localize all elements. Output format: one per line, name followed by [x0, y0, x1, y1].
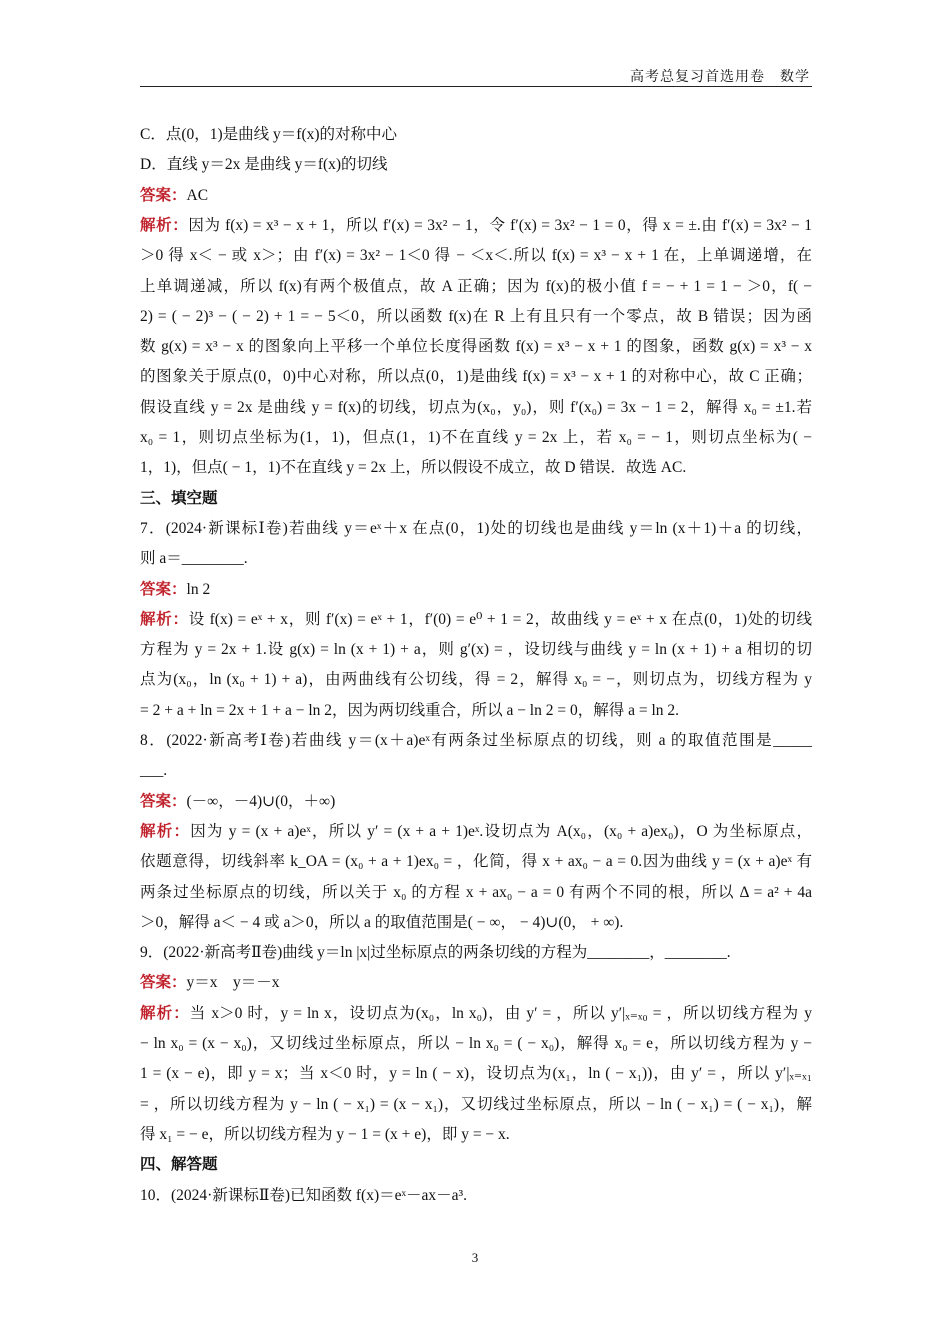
- text-line: 7．(2024·新课标Ⅰ卷)若曲线 y＝eˣ＋x 在点(0，1)处的切线也是曲线 y＝ln (x＋1)＋a 的切线，: [140, 519, 812, 537]
- analysis-label: 解析：: [140, 610, 189, 628]
- text-line: 数 g(x) = x³ − x 的图象向上平移一个单位长度得函数 f(x) = x³ − x + 1 的图象，函数 g(x) = x³ − x: [140, 338, 812, 356]
- header-rule: [140, 86, 812, 87]
- page-number: 3: [471, 1250, 479, 1265]
- text-line: ＞0 得 x＜ − 或 x＞；由 f′(x) = 3x² − 1＜0 得 − ＜x＜.所以 f(x) = x³ − x + 1 在，上单调递增，在: [140, 247, 812, 265]
- line-text: y＝x y＝－x: [186, 974, 280, 992]
- text-line: x₀ = 1，则切点坐标为(1，1)，但点(1，1)不在直线 y = 2x 上，若 x₀ = − 1，则切点坐标为( −: [140, 429, 812, 446]
- text-line: D．直线 y＝2x 是曲线 y＝f(x)的切线: [140, 156, 388, 174]
- analysis-line: [140, 215, 812, 237]
- line-text: 因为 y = (x + a)eˣ，所以 y′ = (x + a + 1)eˣ.设切点为 A(x₀，(x₀ + a)ex₀)，O 为坐标原点，: [190, 822, 812, 840]
- text-line: 的图象关于原点(0，0)中心对称，所以点(0，1)是曲线 f(x) = x³ − x + 1 的对称中心，故 C 正确；: [140, 368, 812, 386]
- answer-line: [140, 972, 812, 994]
- line-text: AC: [186, 186, 209, 204]
- answer-label: 答案：: [140, 792, 187, 810]
- text-line: 依题意得，切线斜率 k_OA = (x₀ + a + 1)ex₀ = ，化简，得 x + ax₀ − a = 0.因为曲线 y = (x + a)eˣ 有: [140, 853, 812, 871]
- text-line: 10．(2024·新课标Ⅱ卷)已知函数 f(x)＝eˣ－ax－a³.: [140, 1186, 468, 1204]
- page-header: 高考总复习首选用卷 数学: [630, 70, 810, 85]
- text-line: ＞0，解得 a＜ − 4 或 a＞0，所以 a 的取值范围是( − ∞， − 4)∪(0， + ∞).: [140, 913, 624, 931]
- line-text: (－∞，－4)∪(0，＋∞): [186, 792, 336, 810]
- line-text: 当 x＞0 时，y = ln x，设切点为(x₀，ln x₀)，由 y′ = ，所以 y′|ₓ₌ₓ₀ = ，所以切线方程为 y: [189, 1004, 812, 1022]
- text-line: 方程为 y = 2x + 1.设 g(x) = ln (x + 1) + a，则 g′(x) = ，设切线与曲线 y = ln (x + 1) + a 相切的切: [140, 641, 812, 659]
- text-line: 两条过坐标原点的切线，所以关于 x₀ 的方程 x + ax₀ − a = 0 有两个不同的根，所以 Δ = a² + 4a: [140, 883, 812, 901]
- line-text: 因为 f(x) = x³ − x + 1，所以 f′(x) = 3x² − 1，令 f′(x) = 3x² − 1 = 0，得 x = ±.由 f′(x) = 3x² − 1: [188, 216, 812, 234]
- answer-label: 答案：: [140, 186, 187, 204]
- text-line: = 2 + a + ln = 2x + 1 + a − ln 2，因为两切线重合，所以 a − ln 2 = 0，解得 a = ln 2.: [140, 701, 680, 719]
- text-line: 则 a＝________.: [140, 550, 248, 568]
- section-heading: 四、解答题: [140, 1156, 218, 1174]
- text-line: 1 = (x − e)，即 y = x；当 x＜0 时，y = ln ( − x)，设切点为(x₁，ln ( − x₁))，由 y′ = ，所以 y′|ₓ₌ₓ₁: [140, 1065, 812, 1083]
- text-line: 得 x₁ = − e，所以切线方程为 y − 1 = (x + e)，即 y = − x.: [140, 1125, 510, 1143]
- text-line: 2) = ( − 2)³ − ( − 2) + 1 = − 5＜0，所以函数 f(x)在 R 上有且只有一个零点，故 B 错误；因为函: [140, 307, 812, 325]
- answer-label: 答案：: [140, 580, 187, 598]
- text-line: C．点(0，1)是曲线 y＝f(x)的对称中心: [140, 126, 398, 143]
- text-line: 9．(2022·新高考Ⅱ卷)曲线 y＝ln |x|过坐标原点的两条切线的方程为________，________.: [140, 944, 731, 962]
- answer-line: [140, 185, 812, 207]
- analysis-line: [140, 821, 812, 843]
- answer-line: [140, 579, 812, 601]
- analysis-label: 解析：: [140, 1004, 190, 1022]
- analysis-label: 解析：: [140, 822, 191, 840]
- text-line: 上单调递减，所以 f(x)有两个极值点，故 A 正确；因为 f(x)的极小值 f = − + 1 = 1 − ＞0，f( −: [140, 277, 812, 295]
- text-line: 1，1)，但点( − 1，1)不在直线 y = 2x 上，所以假设不成立，故 D 错误．故选 AC.: [140, 459, 687, 477]
- section-heading: 三、填空题: [140, 489, 218, 507]
- line-text: ln 2: [186, 580, 211, 598]
- analysis-line: [140, 609, 812, 631]
- text-line: 8．(2022·新高考Ⅰ卷)若曲线 y＝(x＋a)eˣ有两条过坐标原点的切线，则 a 的取值范围是_____: [140, 732, 812, 749]
- answer-line: [140, 791, 812, 813]
- text-line: = ，所以切线方程为 y − ln ( − x₁) = (x − x₁)，又切线过坐标原点，所以 − ln ( − x₁) = ( − x₁)，解: [140, 1095, 812, 1113]
- line-text: 设 f(x) = eˣ + x，则 f′(x) = eˣ + 1，f′(0) = e⁰ + 1 = 2，故曲线 y = eˣ + x 在点(0，1)处的切线: [188, 610, 812, 628]
- text-line: ___.: [140, 762, 168, 780]
- analysis-line: [140, 1003, 812, 1025]
- text-line: 假设直线 y = 2x 是曲线 y = f(x)的切线，切点为(x₀，y₀)，则 f′(x₀) = 3x − 1 = 2，解得 x₀ = ±1.若: [140, 398, 812, 416]
- text-line: 点为(x₀，ln (x₀ + 1) + a)，由两曲线有公切线，得 = 2，解得 x₀ = −，则切点为，切线方程为 y: [140, 671, 812, 689]
- analysis-label: 解析：: [140, 216, 189, 234]
- answer-label: 答案：: [140, 974, 187, 992]
- text-line: − ln x₀ = (x − x₀)，又切线过坐标原点，所以 − ln x₀ = ( − x₀)，解得 x₀ = e，所以切线方程为 y −: [140, 1035, 812, 1052]
